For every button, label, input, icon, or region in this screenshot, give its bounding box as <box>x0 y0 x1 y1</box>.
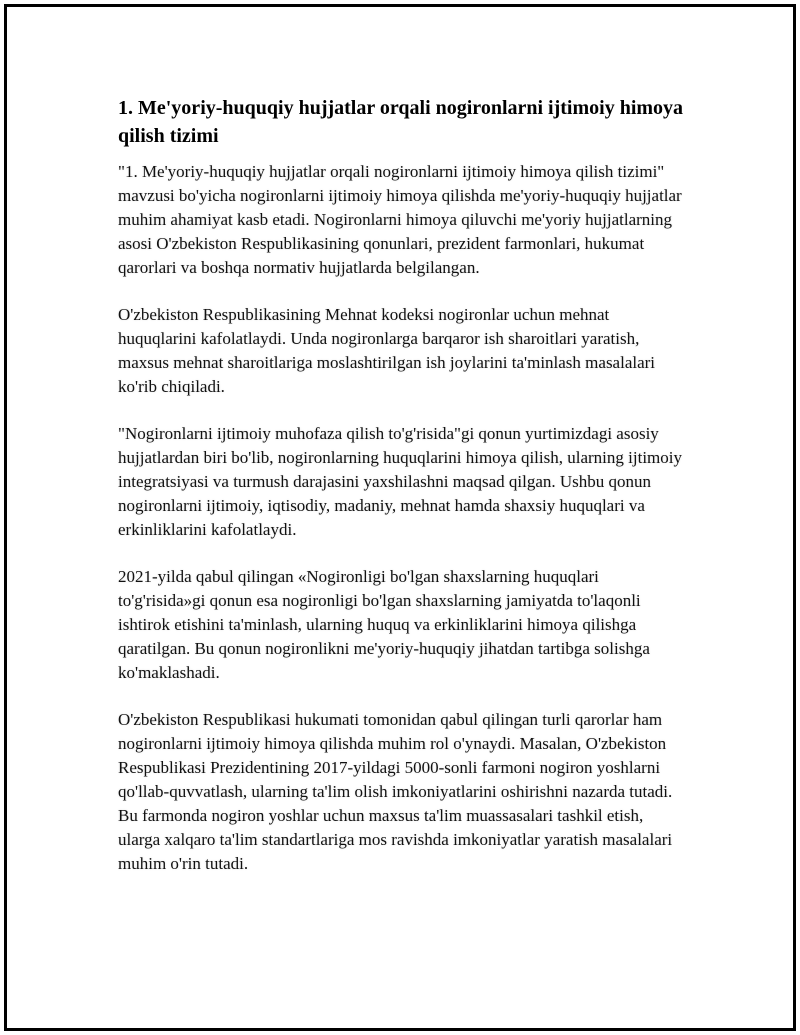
paragraph-social-protection-law: "Nogironlarni ijtimoiy muhofaza qilish to'g'risida"gi qonun yurtimizdagi asosiy hujjatlardan biri bo'lib, nogironlarning huquqlarini himoya qilish, ularning ijtimoiy integratsiyasi va turmush darajasini yaxshilashni maqsad qilgan. Ushbu qonun nogironlarni ijtimoiy, iqtisodiy, madaniy, mehnat hamda shaxsiy huquqlari va erkinliklarini kafolatlaydi. <box>118 424 682 539</box>
paragraph-government-decisions: O'zbekiston Respublikasi hukumati tomonidan qabul qilingan turli qarorlar ham nogironlarni ijtimoiy himoya qilishda muhim rol o'ynaydi. Masalan, O'zbekiston Respublikasi Prezidentining 2017-yildagi 5000-sonli farmoni nogiron yoshlarni qo'llab-quvvatlash, ularning ta'lim olish imkoniyatlarini oshirishni nazarda tutadi. Bu farmonda nogiron yoshlar uchun maxsus ta'lim muassasalari tashkil etish, ularga xalqaro ta'lim standartlariga mos ravishda imkoniyatlar yaratish masalalari muhim o'rin tutadi. <box>118 710 673 873</box>
section-heading: 1. Me'yoriy-huquqiy hujjatlar orqali nogironlarni ijtimoiy himoya qilish tizimi <box>118 97 684 147</box>
document-body <box>118 94 688 899</box>
paragraph-labor-code: O'zbekiston Respublikasining Mehnat kodeksi nogironlar uchun mehnat huquqlarini kafolatlaydi. Unda nogironlarga barqaror ish sharoitlari yaratish, maxsus mehnat sharoitlariga moslashtirilgan ish joylarini ta'minlash masalalari ko'rib chiqiladi. <box>118 305 656 396</box>
paragraph-intro: "1. Me'yoriy-huquqiy hujjatlar orqali nogironlarni ijtimoiy himoya qilish tizimi" mavzusi bo'yicha nogironlarni ijtimoiy himoya qilishda me'yoriy-huquqiy hujjatlar muhim ahamiyat kasb etadi. Nogironlarni himoya qiluvchi me'yoriy hujjatlarning asosi O'zbekiston Respublikasining qonunlari, prezident farmonlari, hukumat qarorlari va boshqa normativ hujjatlarda belgilangan. <box>118 162 682 277</box>
paragraph-2021-law: 2021-yilda qabul qilingan «Nogironligi bo'lgan shaxslarning huquqlari to'g'risida»gi qonun esa nogironligi bo'lgan shaxslarning jamiyatda to'laqonli ishtirok etishini ta'minlash, ularning huquq va erkinliklarini himoya qilishga qaratilgan. Bu qonun nogironlikni me'yoriy-huquqiy jihatdan tartibga solishga ko'maklashadi. <box>118 567 650 682</box>
